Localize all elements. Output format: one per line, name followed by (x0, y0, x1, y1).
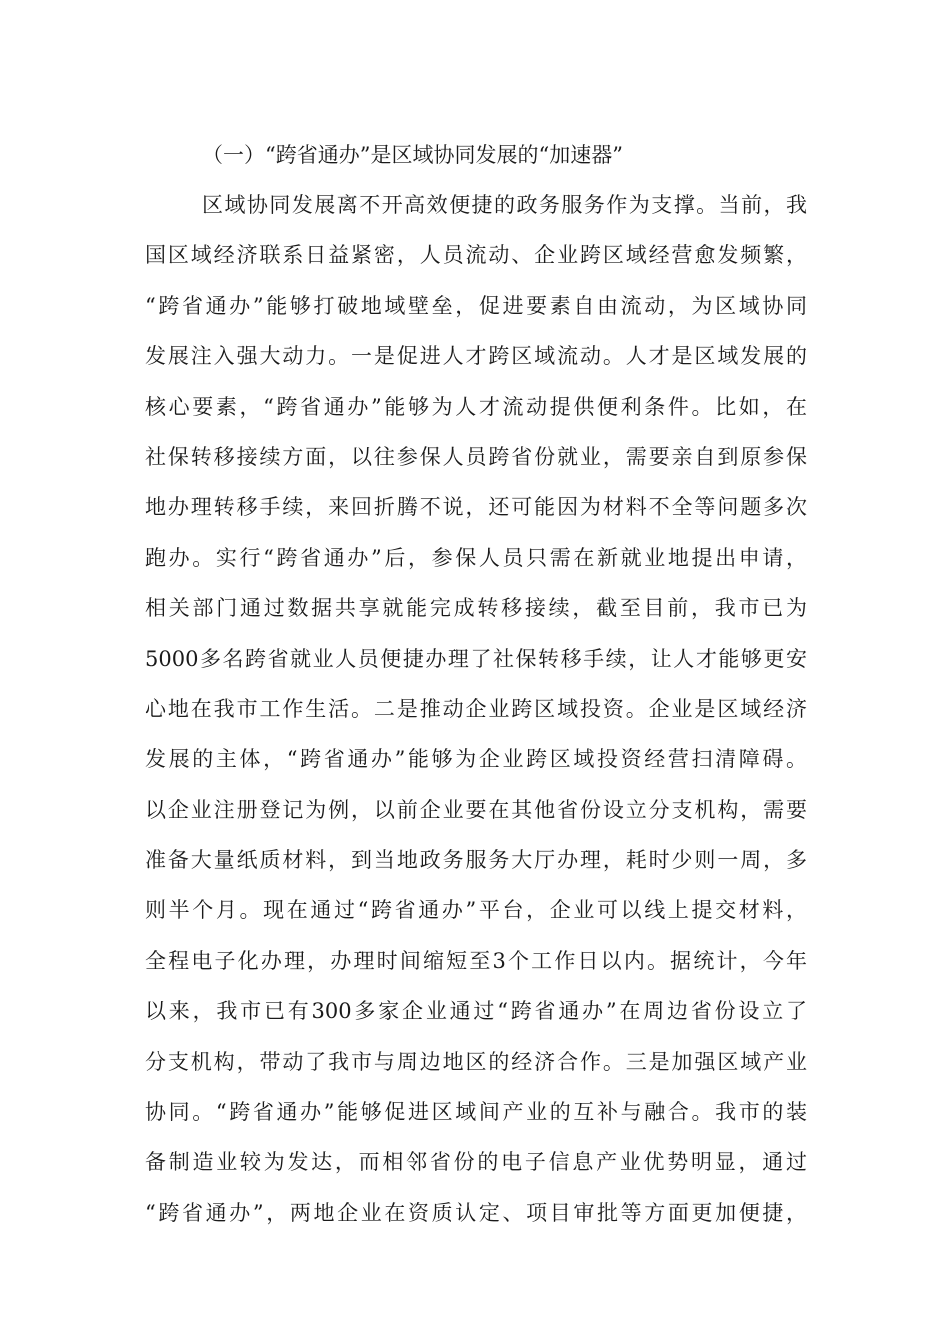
paragraph-line: 5000多名跨省就业人员便捷办理了社保转移手续，让人才能够更安 (145, 646, 807, 671)
paragraph-line: 相关部门通过数据共享就能完成转移接续，截至目前，我市已为 (145, 596, 807, 621)
paragraph-line: 协同。“跨省通办”能够促进区域间产业的互补与融合。我市的装 (145, 1100, 807, 1125)
paragraph-line: 区域协同发展离不开高效便捷的政务服务作为支撑。当前，我 (202, 193, 807, 217)
paragraph-line: 则半个月。现在通过“跨省通办”平台，企业可以线上提交材料， (145, 898, 807, 923)
paragraph-line: 地办理转移手续，来回折腾不说，还可能因为材料不全等问题多次 (145, 495, 807, 520)
paragraph-line: 备制造业较为发达，而相邻省份的电子信息产业优势明显，通过 (145, 1150, 807, 1175)
paragraph-line: 以来，我市已有300多家企业通过“跨省通办”在周边省份设立了 (145, 999, 807, 1024)
paragraph-line: 分支机构，带动了我市与周边地区的经济合作。三是加强区域产业 (145, 1049, 807, 1074)
paragraph-line: 核心要素，“跨省通办”能够为人才流动提供便利条件。比如，在 (145, 394, 807, 419)
paragraph-line: 心地在我市工作生活。二是推动企业跨区域投资。企业是区域经济 (145, 696, 807, 721)
paragraph-line: 国区域经济联系日益紧密，人员流动、企业跨区域经营愈发频繁， (145, 243, 807, 268)
section-heading: （一）“跨省通办”是区域协同发展的“加速器” (202, 143, 623, 167)
paragraph-line: 发展注入强大动力。一是促进人才跨区域流动。人才是区域发展的 (145, 344, 807, 369)
paragraph-line: 全程电子化办理，办理时间缩短至3个工作日以内。据统计，今年 (145, 948, 807, 973)
paragraph-line: 发展的主体，“跨省通办”能够为企业跨区域投资经营扫清障碍。 (145, 747, 807, 772)
paragraph-line: 跑办。实行“跨省通办”后，参保人员只需在新就业地提出申请， (145, 545, 807, 570)
document-body (145, 130, 807, 1238)
body-paragraph (145, 180, 807, 1238)
paragraph-line: 准备大量纸质材料，到当地政务服务大厅办理，耗时少则一周，多 (145, 848, 807, 873)
paragraph-line: 以企业注册登记为例，以前企业要在其他省份设立分支机构，需要 (145, 797, 807, 822)
paragraph-line: 社保转移接续方面，以往参保人员跨省份就业，需要亲自到原参保 (145, 444, 807, 469)
paragraph-line: “跨省通办”，两地企业在资质认定、项目审批等方面更加便捷， (145, 1200, 807, 1225)
paragraph-line: “跨省通办”能够打破地域壁垒，促进要素自由流动，为区域协同 (145, 293, 807, 318)
